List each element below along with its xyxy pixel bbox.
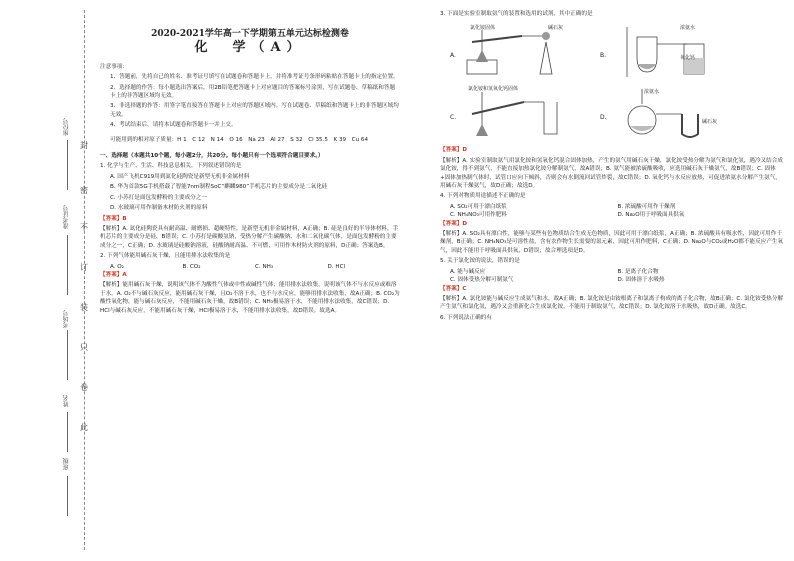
figure-text: 浓氨水 — [680, 25, 696, 32]
option: B. 浓硫酸可用作干燥剂 — [617, 203, 676, 210]
analysis: 【解析】能用碱石灰干燥，说明该气体不为酸性气体或中性或碱性气体；能用排水法收集，说明该气体不与水反应或难溶于水。A. O₂不与碱石灰反应，能用碱石灰干燥，且O₂不溶于水，也不与水反应，能够用排水法收集，故A正确；B. CO₂为酸性氧化物，能与碱石灰反应，不能用碱石灰干燥，故B错误；C. NH₃极易溶于水，不能用排水法收集，故C错误；D. HCl与碱石灰反应，不能用碱石灰干燥，HCl极易溶于水，不能用排水法收集，故D错误。故选A。 — [100, 282, 400, 314]
fill-line — [67, 476, 68, 516]
notice-item: 1、答题前，先将自己的姓名、准考证号填写在试题卷和答题卡上，并将准考证号条形码粘贴在答题卡上的指定位置。 — [110, 74, 399, 81]
figure-label: D. — [600, 114, 607, 122]
exam-id-label: 准考证号 — [63, 205, 70, 229]
options-row — [440, 268, 785, 285]
figure-label: B. — [600, 52, 607, 60]
figure-text: 氯化铵固体 — [470, 25, 496, 32]
option: B. 是离子化合物 — [617, 268, 659, 275]
section-heading: 一、选择题（本题共10个题，每小题2分，共20分。每小题只有一个选项符合题目要求。） — [100, 153, 324, 160]
figure-text: 浓氨水 — [644, 89, 660, 96]
notice-heading: 注意事项： — [100, 63, 128, 70]
name-label: 姓名 — [63, 395, 70, 407]
fill-line — [67, 330, 68, 380]
question-stem: 2. 下列气体能用碱石灰干燥，且能用排水法收集的是 — [100, 253, 231, 260]
analysis: 【解析】A. 氯化铵能与碱反应生成氨气和水，故A正确；B. 氯化铵是由铵根离子和氯离子构成的离子化合物，故B正确；C. 氯化铵受热分解产生氨气和氯化氢，遇冷又会重新化合生成氯化铵，不能用于制取氨气，故C错误；D. 氯化铵溶于水吸热，故D正确。故选C。 — [440, 295, 784, 311]
figure-text: 碱石灰 — [548, 25, 564, 32]
seat-number-label: 座位号 — [63, 118, 70, 136]
answer-tag: 【答案】B — [100, 215, 127, 222]
option: D. 水玻璃可用作制备木材防火剂的原料 — [110, 205, 208, 212]
options-row — [440, 203, 785, 220]
option: A. 能与碱反应 — [450, 268, 486, 275]
fill-line — [67, 412, 68, 452]
question-stem: 1. 化学与生产、生活、科技息息相关，下列叙述错误的是 — [100, 163, 242, 170]
question-stem: 4. 下列对物质用途描述不正确的是 — [440, 193, 526, 200]
option: D. 固体溶于水吸热 — [617, 277, 665, 284]
seal-line — [84, 10, 85, 550]
apparatus-b-diagram — [612, 22, 722, 82]
question-stem: 5. 关于氯化铵的说法，错误的是 — [440, 258, 520, 265]
fill-line — [67, 235, 68, 295]
binding-margin — [0, 0, 100, 561]
answer-tag: 【答案】A — [100, 271, 127, 278]
analysis: 【解析】A. SO₂具有漂白性，能够与某些有色物质结合生成无色物质，因此可用于漂白纸浆，A正确；B. 浓硫酸具有吸水性，因此可用作干燥剂，B正确；C. NH₄NO₃是可溶性盐，含有农作物生长需要的氮元素，因此可用作肥料，C正确；D. Na₂O与CO₂或H₂O都不能反应产生氧气，因此不能用于呼吸面具供氧，D错误；故合理选项是D。 — [440, 231, 784, 254]
option: D. HCl — [327, 263, 346, 270]
class-label: 班级 — [63, 458, 70, 470]
option: B. 华为首款5G手机搭载了智能7nm制程SoC“麒麟980”手机芯片的主要成分是二氧化硅 — [110, 184, 328, 191]
option: B. CO₂ — [182, 263, 201, 270]
seal-char: 卷 — [80, 383, 88, 392]
option: D. Na₂O用于呼吸面具供氧 — [617, 212, 685, 219]
atomic-masses: 可能用到的相对原子质量：H 1 C 12 N 14 O 16 Na 23 Al 27 S 32 Cl 35.5 K 39 Cu 64 — [110, 136, 369, 143]
analysis: 【解析】A. 氮化硅陶瓷具有耐高温、耐磨损、超硬特性，是新型无机非金属材料，A正确；B. 硅是良好的半导体材料，手机芯片的主要成分是硅，B错误；C. 小苏打是碳酸氢钠，受热分解产生碳酸钠、水和二氧化碳气体，是面包发酵粉的主要成分之一，C正确；D. 水玻璃是硅酸钠溶液，硅酸钠耐高温、不可燃，可用作木材防火剂的原料，D正确；答案选B。 — [100, 225, 399, 249]
seal-char: 只 — [80, 343, 88, 352]
left-column — [100, 30, 400, 317]
option: C. NH₄NO₃可用作肥料 — [450, 212, 507, 219]
seal-char: 封 — [80, 141, 88, 150]
notice-item: 2、选择题的作答：每小题选出答案后，用2B铅笔把答题卡上对应题目的答案标号涂黑，写在试题卷、草稿纸和答题卡上的非答题区域均无效。 — [110, 84, 396, 100]
figure-text: 氯化铵和氢氧化钙固体 — [468, 86, 519, 93]
figure-label: A. — [450, 52, 456, 60]
apparatus-figures — [440, 22, 785, 142]
option: A. O₂ — [110, 263, 124, 270]
options-row — [100, 263, 400, 271]
room-number-label: 考场号 — [63, 310, 70, 328]
answer-tag: 【答案】D — [440, 220, 468, 227]
seal-char: 不 — [80, 223, 88, 232]
exam-title: 2020-2021学年高一下学期第五单元达标检测卷 — [151, 29, 349, 39]
figure-text: 氧化钙 — [680, 55, 696, 62]
seal-char: 订 — [80, 263, 88, 272]
apparatus-d-diagram — [612, 84, 722, 142]
analysis: 【解析】A. 实验室制取氨气用氯化铵和氢氧化钙混合固体加热，产生的氨气用碱石灰干燥，氯化铵受热分解为氨气和氯化氢，遇冷又结合成氯化铵，得不到氨气，不能直接加热氯化铵分解制氨气，故A错误；B. 氨气能被浓硫酸吸收，应选用碱石灰干燥氨气，故B错误；C. 固体+固体加热制气体时，试管口应向下倾斜，否则会有水倒流回试管炸裂，故C错误；D. 氧化钙与水反应放热，可促进浓氨水分解产生氨气，用碱石灰干燥氨气，故D正确；故选D。 — [440, 157, 783, 190]
option: A. SO₂可用于漂白纸浆 — [450, 203, 507, 210]
answer-tag: 【答案】C — [440, 285, 467, 292]
question-stem: 3. 下面是实验室制取氨气的装置和选用的试剂，其中正确的是 — [440, 11, 593, 17]
question-stem: 6. 下列说法正确的有 — [440, 314, 492, 321]
right-column — [440, 10, 785, 324]
figure-label: C. — [450, 114, 457, 122]
answer-tag: 【答案】D — [440, 147, 468, 154]
seal-char: 此 — [80, 423, 88, 432]
option: C. 小苏打是面包发酵粉的主要成分之一 — [110, 194, 207, 201]
figure-text: 碱石灰 — [702, 119, 718, 126]
seal-char: 装 — [80, 303, 88, 312]
option: A. 国产飞机C919用到氮化硅陶瓷是新型无机非金属材料 — [110, 173, 250, 180]
seal-char: 密 — [80, 186, 88, 195]
subject-title: 化 学（A） — [194, 40, 306, 56]
fill-line — [67, 140, 68, 190]
option: C. NH₃ — [255, 263, 274, 270]
notice-item: 4、考试结束后，请将本试题卷和答题卡一并上交。 — [110, 122, 237, 129]
option: C. 固体受热分解可制氨气 — [450, 277, 514, 284]
notice-item: 3、非选择题的作答：用签字笔直接答在答题卡上对应的答题区域内。写在试题卷、草稿纸和答题卡上的非答题区域均无效。 — [110, 103, 399, 118]
